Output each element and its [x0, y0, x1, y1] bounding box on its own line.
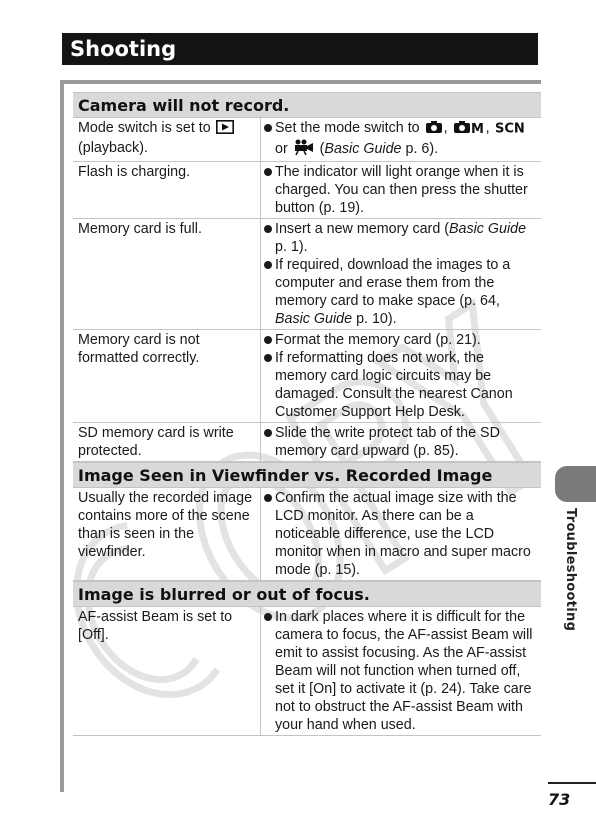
cause-cell: Usually the recorded image contains more of the scene than is seen in the viewfinder.	[73, 488, 261, 580]
camera-manual-icon	[453, 120, 485, 139]
section-heading: Image Seen in Viewfinder vs. Recorded Image	[73, 462, 541, 488]
table-row	[73, 162, 541, 219]
page-number-rule	[548, 782, 596, 784]
solution-item: The indicator will light orange when it is charged. You can then press the shutter button (p. 19).	[264, 163, 537, 217]
page-number: 73	[548, 790, 571, 809]
svg-text:M: M	[470, 122, 484, 134]
italic-reference: Basic Guide	[275, 311, 353, 327]
side-tab-label: Troubleshooting	[563, 508, 578, 632]
solution-item: Insert a new memory card (Basic Guide p. 1).	[264, 220, 537, 256]
scn-icon	[495, 120, 525, 139]
solution-item: If reformatting does not work, the memory card logic circuits may be damaged. Consult the nearest Canon Customer Support Help Desk.	[264, 349, 537, 421]
cause-cell: Memory card is full.	[73, 219, 261, 329]
solution-item: In dark places where it is difficult for the camera to focus, the AF-assist Beam will emit to assist focusing. As the AF-assist Beam will not function when turned off, set it [On] to activate it (p. 24). Take care not to obstruct the AF-assist Beam with your hand when used.	[264, 608, 537, 734]
table-row	[73, 330, 541, 423]
cause-cell: Flash is charging.	[73, 162, 261, 218]
solution-item: Confirm the actual image size with the LCD monitor. As there can be a noticeable difference, use the LCD monitor when in macro and super macro mode (p. 15).	[264, 489, 537, 579]
solution-item: If required, download the images to a computer and erase them from the memory card to make space (p. 64, Basic Guide p. 10).	[264, 256, 537, 328]
troubleshooting-table	[73, 92, 541, 736]
solution-cell	[261, 423, 541, 461]
solution-cell	[261, 330, 541, 422]
solution-item: Slide the write protect tab of the SD memory card upward (p. 85).	[264, 424, 537, 460]
frame-left-rule	[60, 80, 64, 792]
cause-cell: SD memory card is write protected.	[73, 423, 261, 461]
cause-cell: Memory card is not formatted correctly.	[73, 330, 261, 422]
movie-icon	[293, 139, 315, 160]
solution-cell	[261, 118, 541, 161]
solution-cell	[261, 162, 541, 218]
solution-cell	[261, 607, 541, 735]
italic-reference: Basic Guide	[449, 221, 527, 237]
frame-top-rule	[60, 80, 541, 84]
solution-item: Format the memory card (p. 21).	[264, 331, 537, 349]
table-row	[73, 423, 541, 462]
italic-reference: Basic Guide	[324, 141, 402, 157]
solution-cell	[261, 219, 541, 329]
table-row	[73, 488, 541, 581]
svg-text:SCN: SCN	[494, 121, 525, 134]
table-row	[73, 219, 541, 330]
section-thumb-tab	[555, 466, 596, 502]
playback-icon	[216, 120, 234, 139]
cause-cell: Mode switch is set to (playback).	[73, 118, 261, 161]
cause-cell: AF-assist Beam is set to [Off].	[73, 607, 261, 735]
solution-item: Set the mode switch to , M , SCN or (Basic Guide p. 6).	[264, 119, 537, 160]
table-row	[73, 118, 541, 162]
section-heading: Image is blurred or out of focus.	[73, 581, 541, 607]
section-heading: Camera will not record.	[73, 92, 541, 118]
page-title: Shooting	[62, 33, 538, 65]
camera-auto-icon	[425, 120, 443, 139]
solution-cell	[261, 488, 541, 580]
table-row	[73, 607, 541, 736]
